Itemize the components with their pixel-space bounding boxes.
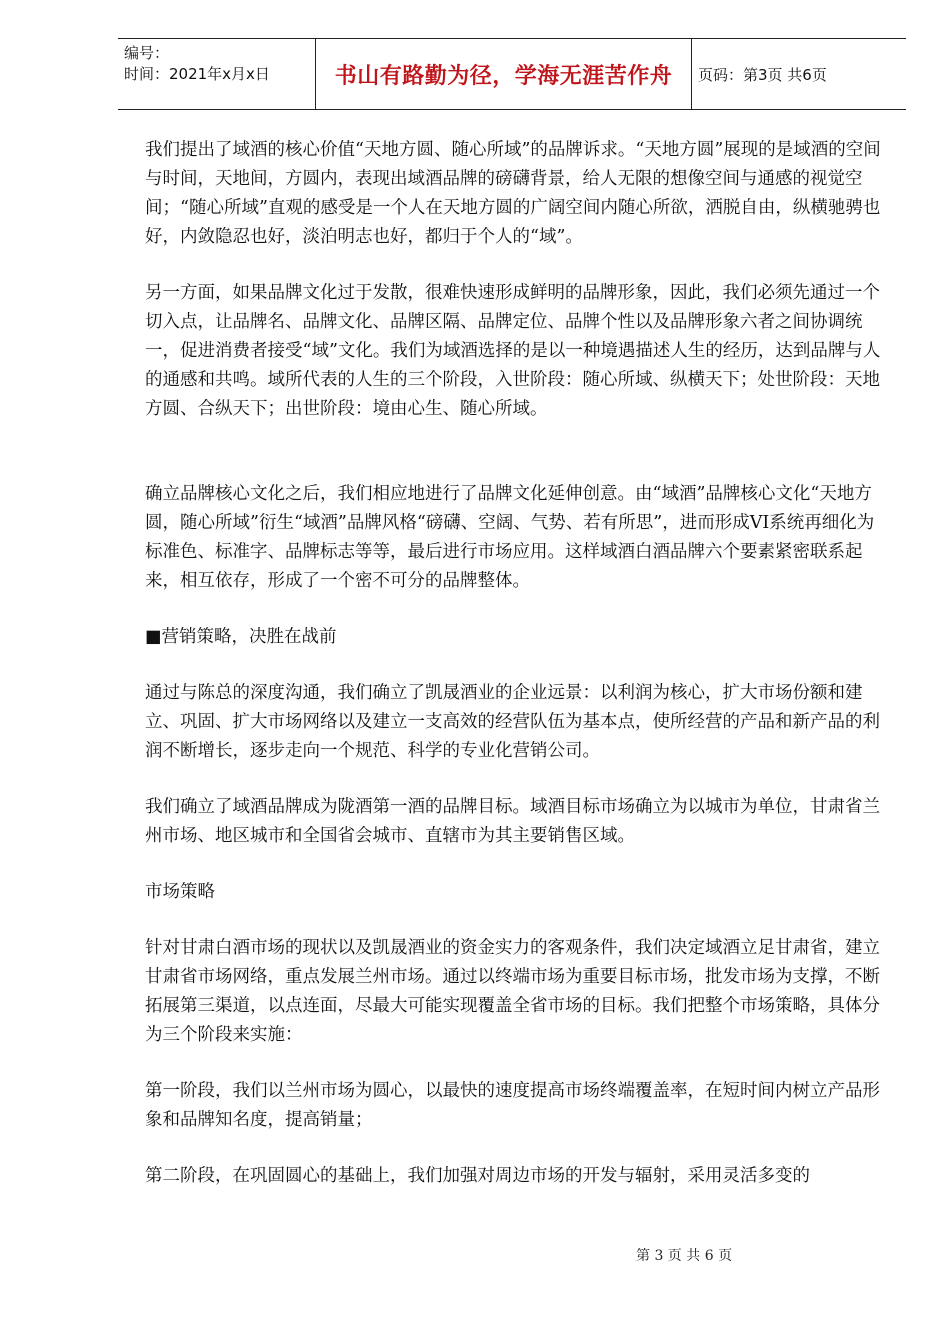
paragraph-phase-one: 第一阶段，我们以兰州市场为圆心，以最快的速度提高市场终端覆盖率，在短时间内树立产品形象和品牌知名度，提高销量； <box>145 1081 880 1130</box>
page-footer: 第 3 页 共 6 页 <box>636 1248 733 1264</box>
paragraph-vision: 通过与陈总的深度沟通，我们确立了凯晟酒业的企业远景：以利润为核心，扩大市场份额和建立、巩固、扩大市场网络以及建立一支高效的经营队伍为基本点，使所经营的产品和新产品的利润不断增长，逐步走向一个规范、科学的专业化营销公司。 <box>145 683 880 761</box>
paragraph-brand-extension: 确立品牌核心文化之后，我们相应地进行了品牌文化延伸创意。由“域酒”品牌核心文化“天地方圆，随心所域”衍生“域酒”品牌风格“磅礴、空阔、气势、若有所思”，进而形成VI系统再细化为标准色、标准字、品牌标志等等，最后进行市场应用。这样域酒白酒品牌六个要素紧密联系起来，相互依存，形成了一个密不可分的品牌整体。 <box>145 484 875 591</box>
document-number-label: 编号： <box>124 44 170 62</box>
paragraph-brand-value: 我们提出了域酒的核心价值“天地方圆、随心所域”的品牌诉求。“天地方圆”展现的是域酒的空间与时间，天地间，方圆内，表现出域酒品牌的磅礴背景，给人无限的想像空间与通感的视觉空间；“随心所域”直观的感受是一个人在天地方圆的广阔空间内随心所欲，洒脱自由，纵横驰骋也好，内敛隐忍也好，淡泊明志也好，都归于个人的“域”。 <box>145 140 881 247</box>
document-body <box>145 136 885 1218</box>
header-meta <box>118 39 316 109</box>
paragraph-brand-goal: 我们确立了域酒品牌成为陇酒第一酒的品牌目标。域酒目标市场确立为以城市为单位，甘肃省兰州市场、地区城市和全国省会城市、直辖市为其主要销售区域。 <box>145 797 880 846</box>
header-page-info: 页码：第3页 共6页 <box>698 65 827 84</box>
paragraph-phase-two: 第二阶段，在巩固圆心的基础上，我们加强对周边市场的开发与辐射，采用灵活多变的 <box>145 1166 810 1186</box>
paragraph-brand-culture: 另一方面，如果品牌文化过于发散，很难快速形成鲜明的品牌形象，因此，我们必须先通过一个切入点，让品牌名、品牌文化、品牌区隔、品牌定位、品牌个性以及品牌形象六者之间协调统一，促进消费者接受“域”文化。我们为域酒选择的是以一种境遇描述人生的经历，达到品牌与人的通感和共鸣。域所代表的人生的三个阶段，入世阶段：随心所域、纵横天下；处世阶段：天地方圆、合纵天下；出世阶段：境由心生、随心所域。 <box>145 283 881 419</box>
header-motto: 书山有路勤为径，学海无涯苦作舟 <box>316 39 692 109</box>
section-heading-marketing: ■营销策略，决胜在战前 <box>145 627 337 647</box>
document-time-label: 时间：2021年x月x日 <box>124 65 270 83</box>
section-heading-market-strategy: 市场策略 <box>145 882 215 902</box>
page-header <box>118 38 906 110</box>
paragraph-market-strategy: 针对甘肃白酒市场的现状以及凯晟酒业的资金实力的客观条件，我们决定域酒立足甘肃省，建立甘肃省市场网络，重点发展兰州市场。通过以终端市场为重要目标市场，批发市场为支撑，不断拓展第三渠道，以点连面，尽最大可能实现覆盖全省市场的目标。我们把整个市场策略，具体分为三个阶段来实施： <box>145 938 880 1045</box>
